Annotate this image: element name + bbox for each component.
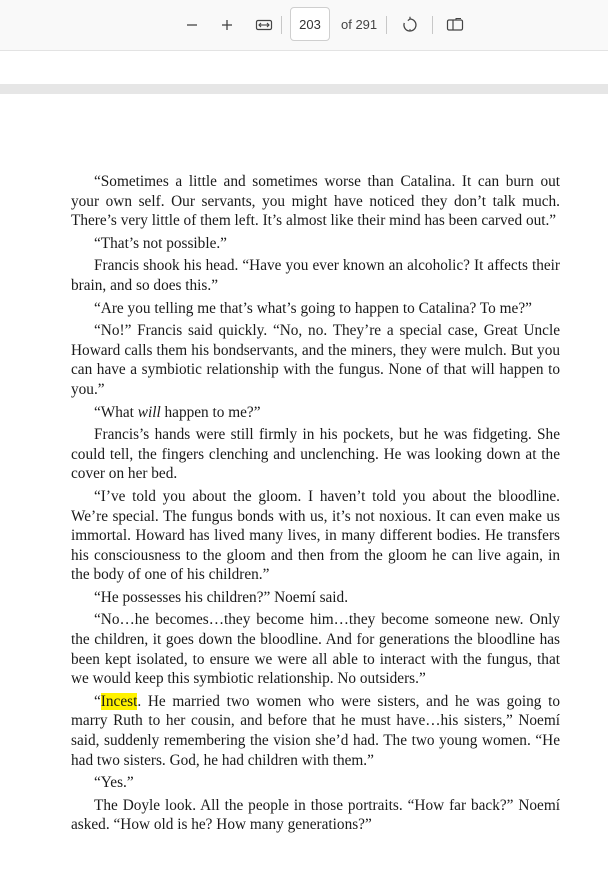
page-gap bbox=[0, 84, 608, 94]
paragraph: “I’ve told you about the gloom. I haven’t told you about the bloodline. We’re special. The fungus bonds with us, it’s not noxious. It can even make us immortal. Howard has lived many lives, in many different bodies. He transfers his consciousness to the gloom and then from the gloom he can live again, in the body of one of his children.” bbox=[71, 487, 560, 584]
emphasis-text: will bbox=[137, 403, 161, 421]
text-run: “ bbox=[94, 692, 101, 710]
paragraph bbox=[71, 403, 560, 423]
text-run: “What bbox=[94, 403, 138, 421]
toolbar-divider bbox=[386, 16, 387, 34]
plus-icon bbox=[220, 18, 234, 32]
toolbar-divider bbox=[432, 16, 433, 34]
zoom-out-button[interactable] bbox=[178, 10, 206, 40]
paragraph: “No!” Francis said quickly. “No, no. They’re a special case, Great Uncle Howard calls them his bondservants, and the miners, they were mulch. But you can have a symbiotic relationship with the fungus. None of that will happen to you.” bbox=[71, 322, 560, 398]
toolbar-divider bbox=[281, 16, 282, 34]
page-view-button[interactable] bbox=[441, 10, 469, 40]
pdf-toolbar bbox=[0, 0, 608, 51]
paragraph: Francis’s hands were still firmly in his pockets, but he was fidgeting. She could tell, the fingers clenching and unclenching. He was looking down at the cover on her bed. bbox=[71, 426, 560, 483]
paragraph: “That’s not possible.” bbox=[94, 234, 227, 252]
text-run: happen to me?” bbox=[160, 403, 261, 421]
paragraph: Francis shook his head. “Have you ever known an alcoholic? It affects their brain, and so does this.” bbox=[71, 257, 560, 294]
zoom-in-button[interactable] bbox=[213, 10, 241, 40]
fit-width-icon bbox=[255, 18, 273, 32]
rotate-button[interactable] bbox=[396, 10, 424, 40]
rotate-icon bbox=[401, 16, 419, 34]
paragraph bbox=[71, 692, 560, 770]
paragraph: “He possesses his children?” Noemí said. bbox=[94, 588, 349, 606]
fit-width-button[interactable] bbox=[250, 10, 278, 40]
paragraph: “No…he becomes…they become him…they become someone new. Only the children, it goes down the bloodline. And for generations the bloodline has been kept isolated, to ensure we were all able to interact with the fungus, that we would keep this symbiotic relationship. No outsiders.” bbox=[71, 611, 560, 688]
page-text bbox=[71, 172, 560, 838]
highlighted-text[interactable]: Incest bbox=[100, 692, 138, 710]
paragraph: “Are you telling me that’s what’s going to happen to Catalina? To me?” bbox=[94, 299, 532, 317]
two-page-view-icon bbox=[446, 17, 464, 33]
minus-icon bbox=[185, 18, 199, 32]
page-total-label: of 291 bbox=[341, 17, 378, 32]
paragraph: The Doyle look. All the people in those portraits. “How far back?” Noemí asked. “How old is he? How many generations?” bbox=[71, 796, 560, 834]
page-number-input[interactable] bbox=[290, 7, 330, 41]
paragraph: “Yes.” bbox=[94, 774, 134, 792]
text-run: . He married two women who were sisters, and he was going to marry Ruth to her cousin, and before that he must have…his sisters,” Noemí said, suddenly remembering the vision she’d had. The two young women. “He had two sisters. God, he had children with them.” bbox=[71, 692, 560, 769]
paragraph: “Sometimes a little and sometimes worse than Catalina. It can burn out your own self. Our servants, you might have noticed they don’t talk much. There’s very little of them left. It’s almost like their mind has been carved out.” bbox=[71, 173, 560, 230]
